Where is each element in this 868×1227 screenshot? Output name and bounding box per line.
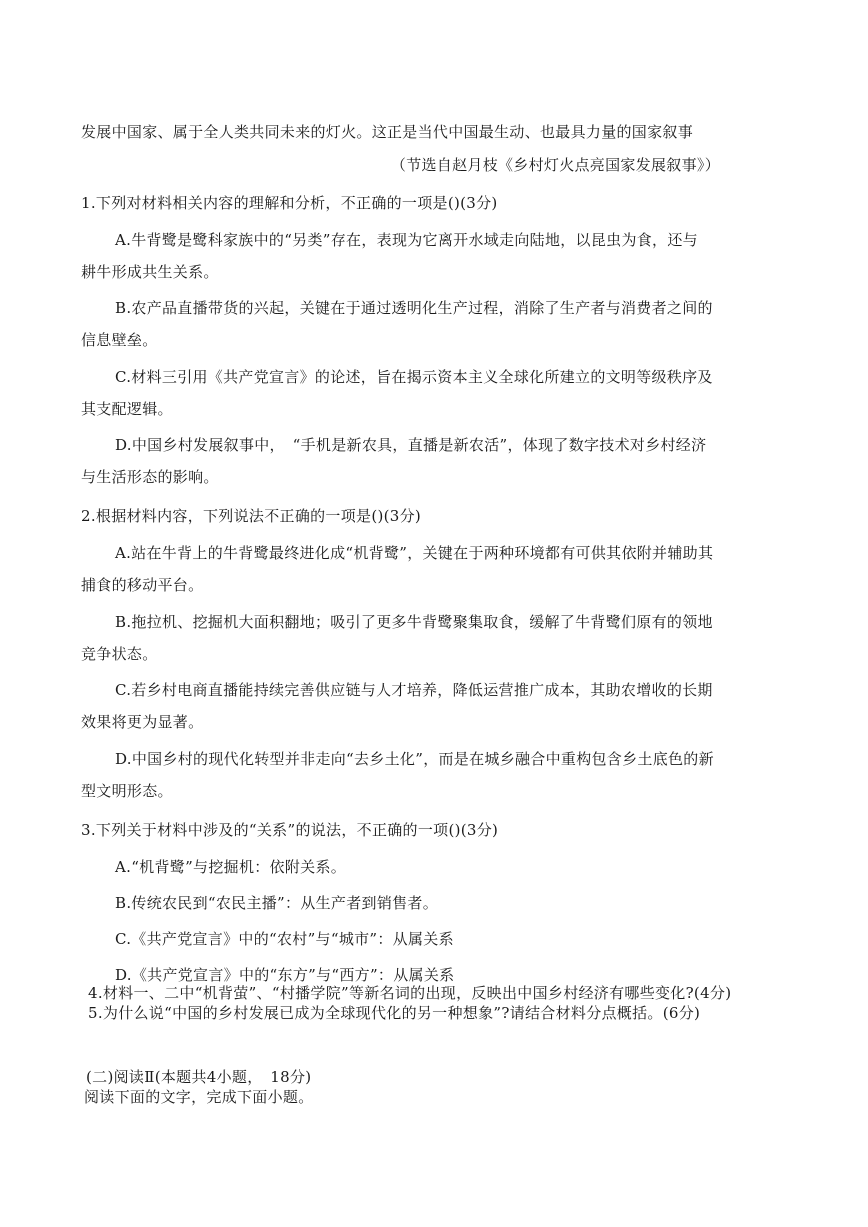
q1-option-a-cont: 耕牛形成共生关系。 (81, 263, 219, 281)
source-citation: （节选自赵月枝《乡村灯火点亮国家发展叙事》） (390, 156, 720, 174)
q2-option-a-cont: 捕食的移动平台。 (81, 576, 204, 594)
q3-option-c: C.《共产党宣言》中的“农村”与“城市”：从属关系 (115, 930, 454, 948)
q1-option-b: B.农产品直播带货的兴起，关键在于通过透明化生产过程，消除了生产者与消费者之间的 (115, 299, 713, 317)
q2-option-b: B.拖拉机、挖掘机大面积翻地；吸引了更多牛背鹭聚集取食，缓解了牛背鹭们原有的领地 (115, 613, 713, 631)
q1-option-d: D.中国乡村发展叙事中， “手机是新农具，直播是新农活”，体现了数字技术对乡村经济 (115, 436, 707, 454)
q2-option-d-cont: 型文明形态。 (81, 782, 173, 800)
q2-option-a: A.站在牛背上的牛背鹭最终进化成“机背鹭”，关键在于两种环境都有可供其依附并辅助其 (115, 544, 714, 562)
q3-option-a: A.“机背鹭”与挖掘机：依附关系。 (115, 858, 347, 876)
q1-option-b-cont: 信息壁垒。 (81, 331, 158, 349)
q2-option-b-cont: 竞争状态。 (81, 645, 158, 663)
q2-option-d: D.中国乡村的现代化转型并非走向“去乡土化”，而是在城乡融合中重构包含乡土底色的新 (115, 750, 714, 768)
q1-option-d-cont: 与生活形态的影响。 (81, 468, 219, 486)
q3-option-d: D.《共产党宣言》中的“东方”与“西方”：从属关系 (115, 966, 455, 984)
section-2-title: (二)阅读Ⅱ(本题共4小题， 18分) (86, 1068, 312, 1086)
intro-text-line: 发展中国家、属于全人类共同未来的灯火。这正是当代中国最生动、也最具力量的国家叙事 (81, 123, 694, 141)
question-5-stem: 5.为什么说“中国的乡村发展已成为全球现代化的另一种想象”?请结合材料分点概括。(6分) (88, 1004, 701, 1022)
q1-option-c-cont: 其支配逻辑。 (81, 400, 173, 418)
q2-option-c-cont: 效果将更为显著。 (81, 713, 204, 731)
q3-option-b: B.传统农民到“农民主播”：从生产者到销售者。 (115, 894, 439, 912)
question-3-stem: 3.下列关于材料中涉及的“关系”的说法，不正确的一项()(3分) (81, 821, 499, 839)
question-4-stem: 4.材料一、二中“机背萤”、“村播学院”等新名词的出现，反映出中国乡村经济有哪些变化?(4分) (88, 984, 732, 1002)
q2-option-c: C.若乡村电商直播能持续完善供应链与人才培养，降低运营推广成本，其助农增收的长期 (115, 681, 713, 699)
question-1-stem: 1.下列对材料相关内容的理解和分析，不正确的一项是()(3分) (81, 194, 498, 212)
q1-option-a: A.牛背鹭是鹭科家族中的“另类”存在，表现为它离开水域走向陆地，以昆虫为食，还与 (115, 231, 698, 249)
q1-option-c: C.材料三引用《共产党宣言》的论述，旨在揭示资本主义全球化所建立的文明等级秩序及 (115, 368, 713, 386)
question-2-stem: 2.根据材料内容，下列说法不正确的一项是()(3分) (81, 507, 422, 525)
section-2-instruction: 阅读下面的文字，完成下面小题。 (84, 1088, 314, 1106)
